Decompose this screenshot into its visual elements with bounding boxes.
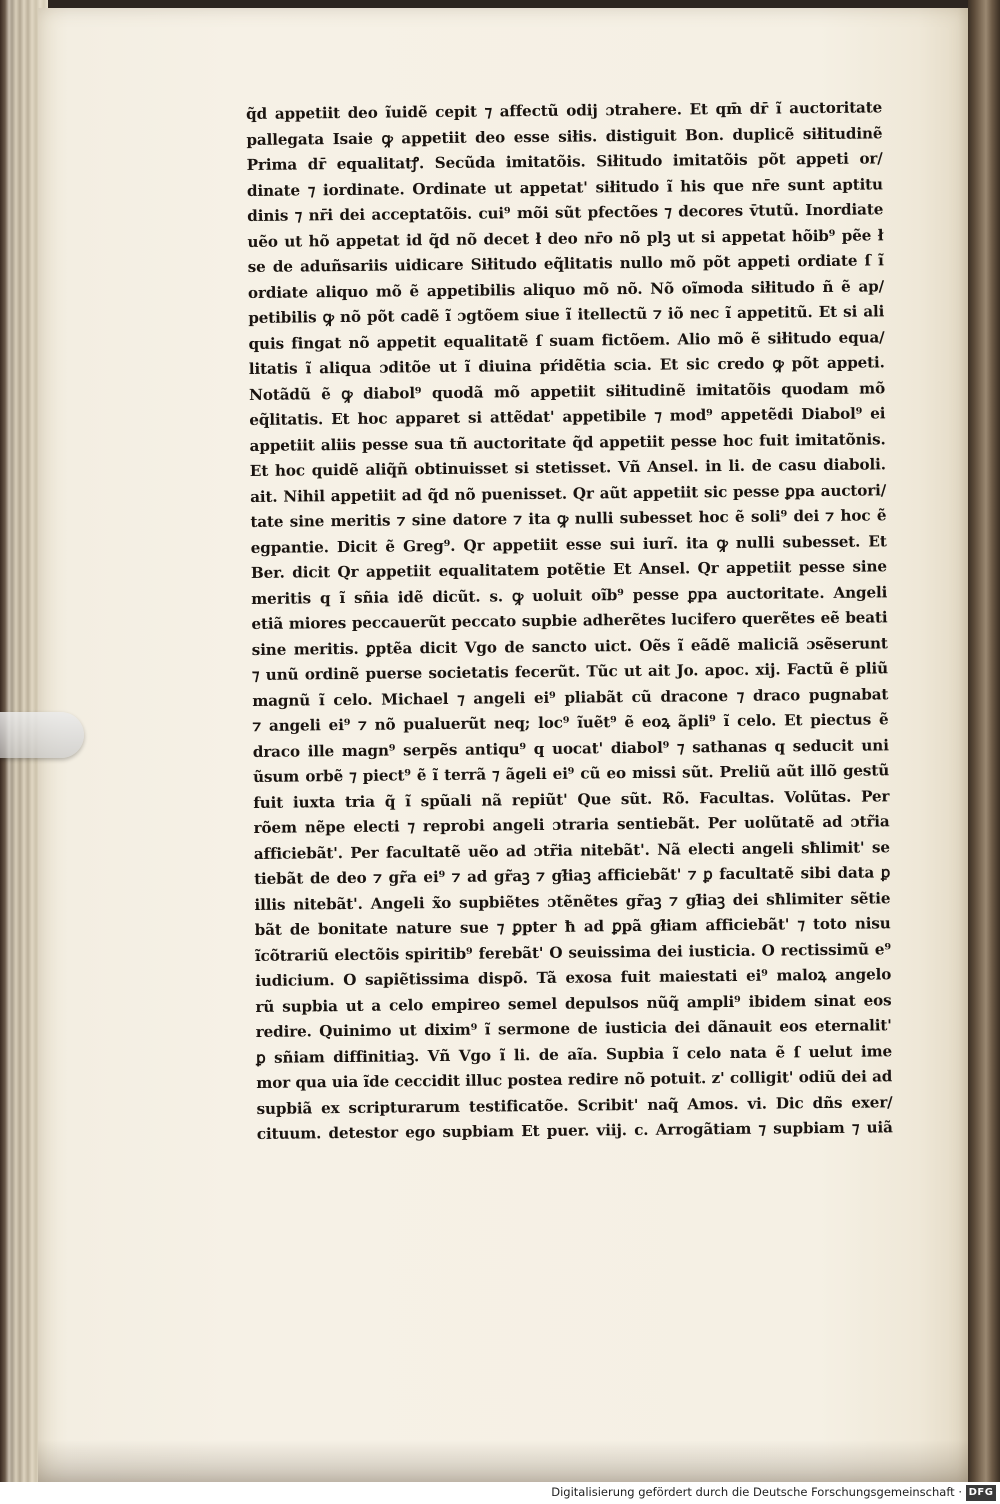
text-line: iudicium. O sapiẽtissima dispõ. Tã exosa fuit maiestati ei⁹ maloꝝ angelo: [255, 965, 892, 990]
text-line: afficiebãt'. Per facultatẽ uẽo ad ɔtr̃ia nitebãt'. Nã electi angeli sħlimit' se: [253, 837, 890, 863]
page-shadow: [38, 1440, 968, 1482]
text-line: redire. Quinimo ut dixim⁹ ĩ sermone de iusticia dei dãnauit eos eternalit': [255, 1016, 892, 1041]
text-line: etiã miores peccauerũt peccato supbie adherẽtes lucifero querẽtes eẽ beati: [251, 608, 888, 633]
text-line: ait. Nihil appetiit ad q̃d nõ puenisset. Qr aũt appetiit sic pesse ꝑpa auctori/: [250, 480, 887, 506]
text-line: magnũ ĩ celo. Michael ⁊ angeli ei⁹ pliabãt cũ dracone ⁊ draco pugnabat: [252, 684, 889, 710]
text-line: tiebãt de deo ⁊ gr̃a ei⁹ ⁊ ad gr̃aꝫ ⁊ gł̃iaꝫ afficiebãt' ⁊ ꝑ facultatẽ sibi data ꝑ: [254, 863, 891, 888]
page-corner-mark: [948, 140, 962, 150]
text-line: quis fingat nõ appetit equalitatẽ ſ suam fictõem. Alio mõ ẽ siłitudo equa/: [248, 327, 885, 353]
text-line: q̃d appetiit deo ĩuidẽ cepit ⁊ affectũ odij ɔtrahere. Et qm̄ dr̄ ĩ auctoritate: [246, 98, 883, 123]
text-line: pallegata Isaie ꝙ appetiit deo esse siłis. distiguit Bon. duplicẽ siłitudinẽ: [246, 123, 883, 149]
text-line: se de aduñsariis uidicare Siłitudo eq̃litatis nullo mõ põt appeti ordiate ſ ĩ: [247, 251, 884, 276]
text-line: Et hoc quidẽ aliq̃ñ obtinuisset si stetisset. Vñ Ansel. in li. de casu diaboli.: [249, 455, 886, 480]
text-line: uẽo ut hõ appetat id q̃d nõ decet ł deo nr̄o nõ plꝫ ut si appetat hõib⁹ pẽe ł: [247, 225, 884, 251]
text-line: cituum. detestor ego supbiam Et puer. viij. c. Arrogãtiam ⁊ supbiam ⁊ uiã: [256, 1118, 893, 1143]
text-line: petibilis ꝙ nõ põt cadẽ ĩ ɔgtõem siue ĩ itellectũ ⁊ iõ nec ĩ appetitũ. Et si ali: [248, 302, 885, 327]
text-line: tate sine meritis ⁊ sine datore ⁊ ita ꝙ nulli subesset hoc ẽ soli⁹ dei ⁊ hoc ẽ: [250, 506, 887, 531]
text-line: egpantie. Dicit ẽ Greg⁹. Qr appetiit esse sui iurĩ. ita ꝙ nulli subesset. Et: [250, 531, 887, 557]
text-line: dinate ⁊ iordinate. Ordinate ut appetat' siłitudo ĩ his que nr̄e sunt aptitu: [246, 174, 883, 200]
text-line: litatis ĩ aliqua ɔditõe ut ĩ diuina pŕidẽtia scia. Et sic credo ꝙ põt appeti.: [248, 353, 885, 378]
text-line: Ber. dicit Qr appetiit equalitatem potẽtie Et Ansel. Qr appetiit pesse sine: [250, 557, 887, 582]
book-right-edge: [968, 0, 1000, 1482]
text-line: Notãdũ ẽ ꝙ diabol⁹ quodã mõ appetiit siłitudinẽ imitatõis quodam mõ: [248, 378, 886, 404]
text-line: ĩcõtrariũ electõis spiritib⁹ ferebãt' O seuissima dei iusticia. O rectissimũ e⁹: [254, 939, 891, 965]
text-line: ⁊ unũ ordinẽ puerse societatis fecerũt. Tũc ut ait Jo. apoc. xij. Factũ ẽ pliũ: [251, 659, 889, 684]
text-line: appetiit aliis pesse sua tñ auctoritate q̃d appetiit pesse hoc fuit imitatõnis.: [249, 429, 886, 455]
text-line: sine meritis. ꝑptẽa dicit Vgo de sancto uict. Oẽs ĩ eãdẽ maliciã ɔsẽserunt: [251, 633, 888, 659]
text-line: ⁊ angeli ei⁹ ⁊ nõ pualuerũt neq; loc⁹ ĩuẽt⁹ ẽ eoꝝ ãpli⁹ ĩ celo. Et piectus ẽ: [252, 710, 889, 735]
funding-credit: Digitalisierung gefördert durch die Deutsche Forschungsgemeinschaft ·: [551, 1485, 962, 1499]
text-line: rũ supbia ut a celo empireo semel depulsos nũq̃ ampli⁹ ibidem sinat eos: [255, 990, 892, 1016]
text-line: illis nitebãt'. Angeli x̃o supbiẽtes ɔtẽnẽtes gr̃aꝫ ⁊ gł̃iaꝫ dei sħlimiter sẽtie: [254, 888, 891, 914]
text-line: draco ille magn⁹ serpẽs antiqu⁹ q uocat' diabol⁹ ⁊ sathanas q seducit uni: [252, 735, 889, 761]
dfg-logo: DFG: [966, 1485, 996, 1501]
text-line: Prima dr̄ equalitatꝭ. Secũda imitatõis. Siłitudo imitatõis põt appeti or/: [246, 149, 883, 174]
printed-text-column: [246, 95, 893, 1147]
text-line: fuit iuxta tria q̃ ĩ spũali nã repiũt' Que sũt. Rõ. Facultas. Volũtas. Per: [253, 786, 890, 812]
text-line: bãt de bonitate nature sue ⁊ ꝑpter ħ ad ꝑpã gł̃iam afficiebãt' ⁊ toto nisu: [254, 914, 891, 939]
text-line: ordiate aliquo mõ ẽ appetibilis aliquo mõ nõ. Nõ oĩmoda siłitudo ñ ẽ ap/: [247, 276, 885, 302]
text-line: eq̃litatis. Et hoc apparet si attẽdat' appetibile ⁊ mod⁹ appetẽdi Diabol⁹ ei: [249, 404, 886, 429]
text-line: ũsum orbẽ ⁊ piect⁹ ẽ ĩ terrã ⁊ ãgeli ei⁹ cũ eo missi sũt. Preliũ aũt illõ gestũ: [252, 761, 890, 786]
text-line: dinis ⁊ nr̄i dei acceptatõis. cui⁹ mõi sũt pfectões ⁊ decores v̄tutũ. Inordiate: [247, 200, 884, 225]
footer-bar: [0, 1482, 1000, 1504]
text-line: mor qua uia ĩde ceccidit illuc postea redire nõ potuit. z' colligit' odiũ dei ad: [256, 1067, 893, 1092]
text-line: supbiã ex scripturarum testificatõe. Scribit' naq̃ Amos. vi. Dic dñs exer/: [256, 1092, 893, 1118]
text-line: meritis q ĩ sñia idẽ dicũt. s. ꝙ uoluit oĩb⁹ pesse ꝑpa auctoritate. Angeli: [251, 582, 888, 608]
text-line: rõem nẽpe electi ⁊ reprobi angeli ɔtraria sentiebãt. Per uolũtatẽ ad ɔtr̃ia: [253, 812, 890, 837]
text-line: ꝑ sñiam diffinitiaꝫ. Vñ Vgo ĩ li. de aĩa. Supbia ĩ celo nata ẽ ſ uelut ime: [255, 1041, 893, 1067]
page-clip-holder: [0, 712, 84, 758]
